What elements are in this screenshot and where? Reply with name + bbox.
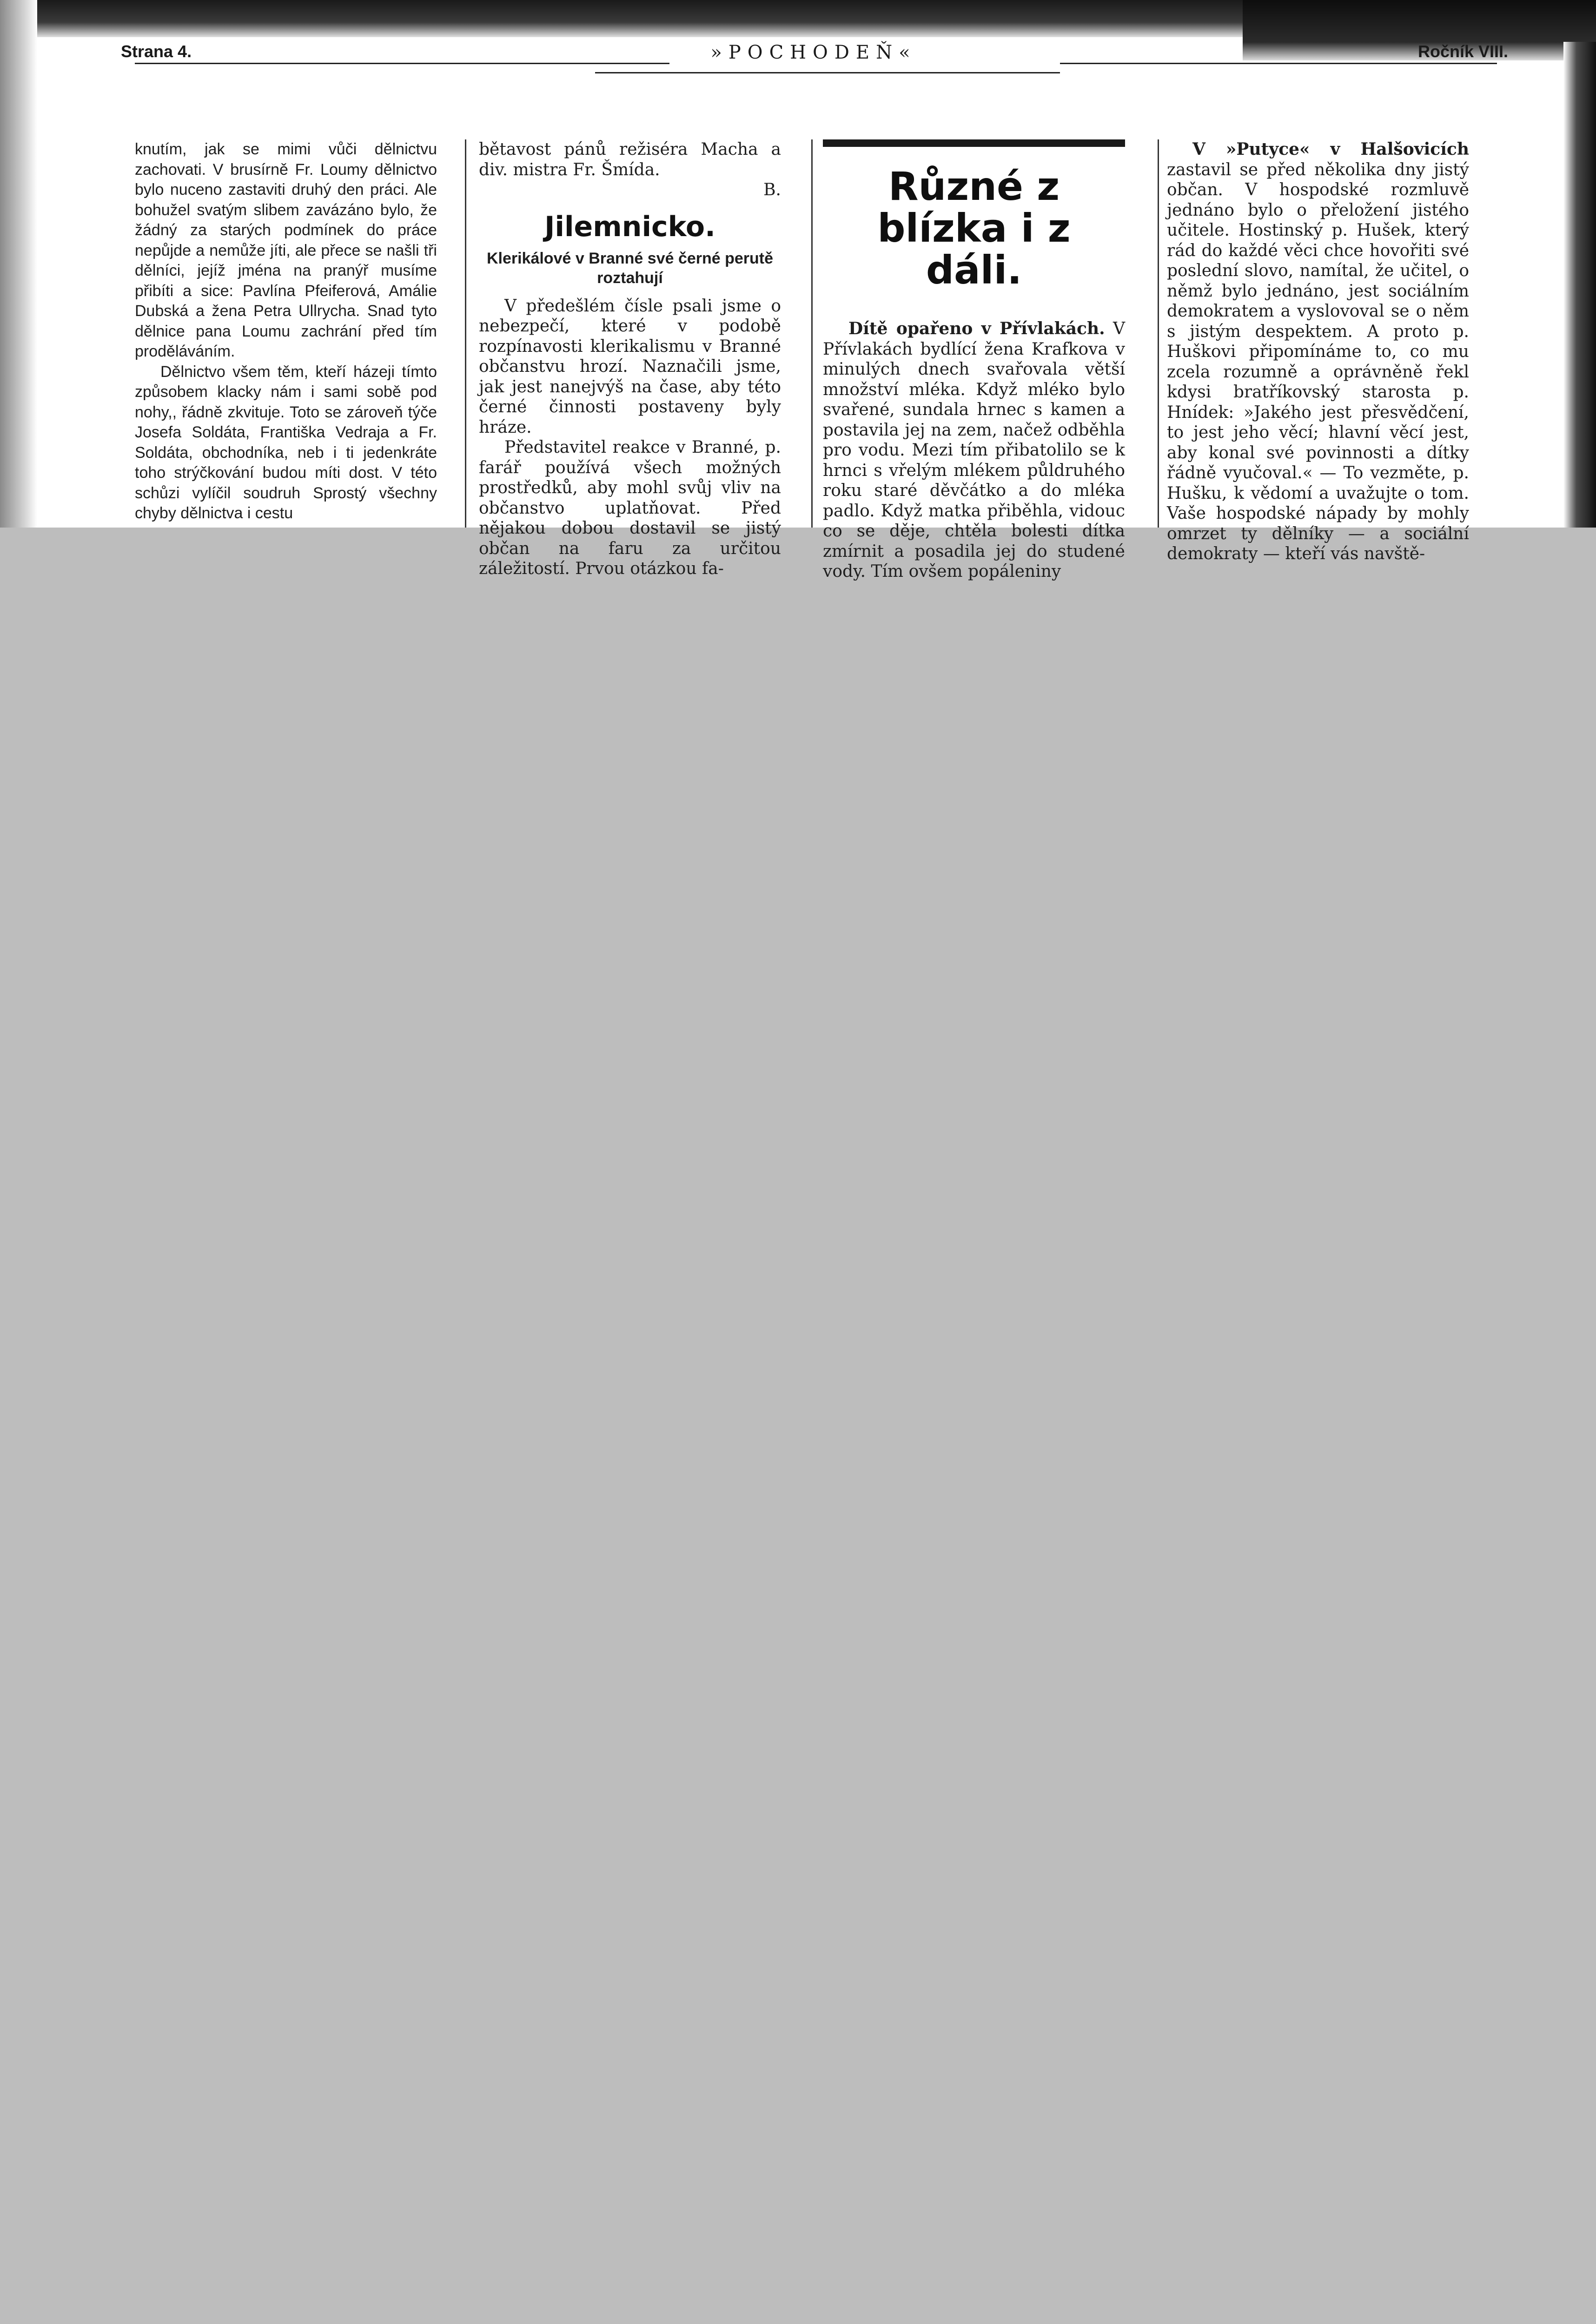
article-headline: Klerikálové v Branné své černé perutě roztahují [486, 249, 774, 287]
column-divider-1 [465, 139, 466, 528]
section-heading: Jilemnicko. [544, 210, 715, 243]
article-text: zastavil se před několika dny jistý občan. V hospodské rozmluvě jednáno bylo o přeložení jistého učitele. Hostinský p. Hušek, který rád do každé věci chce hovořiti své poslední slovo, namítal, že učitel, o němž bylo jednáno, jest sociálním demokratem a vyslovoval se o něm s jistým despektem. A proto p. Huškovi připomínáme to, co mu zcela rozumně a oprávněně řekl kdysi bratříkovský starosta p. Hnídek: »Jakého jest přesvědčení, to jest jeho věcí; hlavní věcí jest, aby konal své povinnosti a dítky řádně vyučoval.« — To vezměte, p. Hušku, k vědomí a uvažujte o tom. Vaše hospodské nápady by mohly omrzet ty dělníky — a sociální demokraty — kteří vás navště- [1167, 160, 1469, 563]
article-lead: V »Putyce« v Halšovicích [1192, 139, 1469, 159]
header-rule-right [1060, 63, 1497, 64]
header-rule-center [595, 72, 1060, 73]
article-paragraph: V předešlém čísle psali jsme o nebezpečí, které v podobě rozpínavosti klerikalismu v Branné občanstvu hrozí. Naznačili jsme, jak jest nanejvýš na čase, aby této černé činnosti postaveny byly hráze. [479, 296, 781, 437]
section-heading: Různé z blízka i z dáli. [877, 164, 1071, 293]
article-lead: Dítě opařeno v Přívlakách. [848, 319, 1105, 338]
newspaper-page [0, 0, 1596, 581]
column-divider-2 [811, 139, 813, 528]
article-text: V Přívlakách bydlící žena Krafkova v minulých dnech svařovala větší množství mléka. Když mléko bylo svařené, sundala hrnec s kamen a postavila jej na zem, načež odběhla pro vodu. Mezi tím přibatolilo se k hrnci s vřelým mlékem půldruhého roku staré děvčátko a do mléka padlo. Když matka přiběhla, vidouc co se děje, chtěla bolesti dítka zmírnit a posadila jej do studené vody. Tím ovšem popáleniny [823, 319, 1125, 581]
decorative-bar [823, 139, 1125, 147]
header-rule-left [135, 63, 669, 64]
column-divider-3 [1158, 139, 1159, 528]
volume-number: Ročník VIII. [1418, 42, 1509, 61]
article-paragraph: bětavost pánů režiséra Macha a div. mistra Fr. Šmída. [479, 140, 781, 179]
newspaper-title: »POCHODEŇ« [710, 42, 917, 63]
column-1 [135, 139, 437, 525]
scan-left-edge [0, 0, 37, 528]
column-4 [1167, 139, 1469, 563]
article-signature: B. [763, 180, 781, 199]
article-paragraph: Představitel reakce v Branné, p. farář používá všech možných prostředků, aby mohl svůj vliv na občanstvo uplatňovat. Před nějakou dobou dostavil se jistý občan na faru za určitou záležitostí. Prvou otázkou fa- [479, 438, 781, 578]
column-3 [823, 139, 1125, 581]
article-paragraph [823, 319, 1125, 582]
scan-right-edge [1563, 42, 1596, 528]
article-paragraph [1167, 139, 1469, 564]
page-number: Strana 4. [121, 42, 192, 61]
column-2 [479, 139, 781, 578]
article-paragraph: knutím, jak se mimi vůči dělnictvu zachovati. V brusírně Fr. Loumy dělnictvo bylo nuceno zastaviti druhý den práci. Ale bohužel svatým slibem zavázáno bylo, že žádný za starých podmínek do práce nepůjde a nemůže jíti, ale přece se našli tři dělníci, jejíž jména na pranýř musíme přibíti a sice: Pavlína Pfeiferová, Amálie Dubská a žena Petra Ullrycha. Snad tyto dělnice pana Loumu zachrání před tím proděláváním. [135, 140, 437, 360]
article-paragraph: Dělnictvo všem těm, kteří házeji tímto způsobem klacky nám i sami sobě pod nohy,, řádně zkvituje. Toto se zároveň týče Josefa Soldáta, Františka Vedraja a Fr. Soldáta, obchodníka, neb i ti jedenkráte toho strýčkování budou míti dost. V této schůzi vylíčil soudruh Sprostý všechny chyby dělnictva i cestu [135, 363, 437, 522]
